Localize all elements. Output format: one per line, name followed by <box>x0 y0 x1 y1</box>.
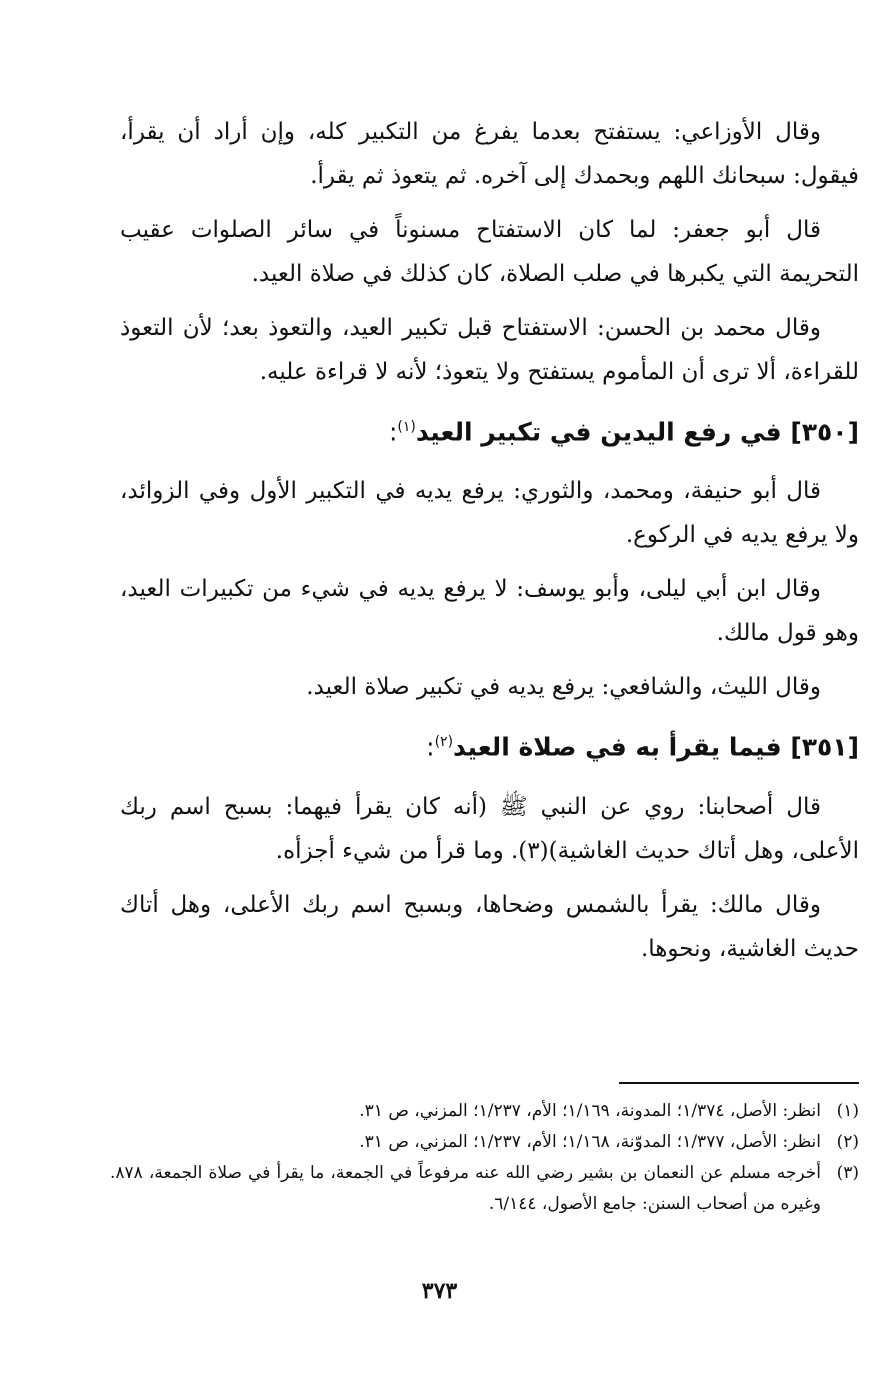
paragraph-abu-hanifa: قال أبو حنيفة، ومحمد، والثوري: يرفع يديه في التكبير الأول وفي الزوائد، ولا يرفع يديه في الركوع. <box>120 478 859 549</box>
footnote-number: (١) <box>836 1101 859 1121</box>
section-heading-350 <box>120 404 859 455</box>
section-title: في رفع اليدين في تكبير العيد <box>415 417 782 447</box>
paragraph-abu-jafar: قال أبو جعفر: لما كان الاستفتاح مسنوناً في سائر الصلوات عقيب التحريمة التي يكبرها في صلب الصلاة، كان كذلك في صلاة العيد. <box>120 217 859 287</box>
footnote-item <box>110 1158 859 1220</box>
paragraph-layth-shafii: وقال الليث، والشافعي: يرفع يديه في تكبير صلاة العيد. <box>306 674 821 701</box>
footnote-reference[interactable]: (١) <box>397 419 416 435</box>
paragraph-ashabuna: قال أصحابنا: روي عن النبي ﷺ (أنه كان يقرأ فيهما: بسبح اسم ربك الأعلى، وهل أتاك حديث الغاشية)(٣). وما قرأ من شيء أجزأه. <box>120 793 859 864</box>
paragraph-ibn-abi-layla: وقال ابن أبي ليلى، وأبو يوسف: لا يرفع يديه في شيء من تكبيرات العيد، وهو قول مالك. <box>120 576 859 647</box>
footnote-text: أخرجه مسلم عن النعمان بن بشير رضي الله عنه مرفوعاً في الجمعة، ما يقرأ في صلاة الجمعة، ٨٧٨. وغيره من أصحاب السنن: جامع الأصول، ٦/١٤٤. <box>110 1163 821 1214</box>
paragraph-malik: وقال مالك: يقرأ بالشمس وضحاها، وبسبح اسم ربك الأعلى، وهل أتاك حديث الغاشية، ونحوها. <box>120 891 859 962</box>
page-number: ٣٧٣ <box>421 1278 458 1304</box>
section-heading-351 <box>120 719 859 770</box>
paragraph-muhammad-ibn-hasan: وقال محمد بن الحسن: الاستفتاح قبل تكبير العيد، والتعوذ بعد؛ لأن التعوذ للقراءة، ألا ترى أن المأموم يستفتح ولا يتعوذ؛ لأنه لا قراءة عليه. <box>120 315 859 385</box>
footnote-divider <box>619 1082 859 1084</box>
footnote-item <box>110 1096 859 1127</box>
footnote-reference[interactable]: (٢) <box>434 734 454 751</box>
section-number: [٣٥١] <box>790 732 859 762</box>
heading-colon: : <box>388 417 398 447</box>
section-title: فيما يقرأ به في صلاة العيد <box>453 732 782 762</box>
paragraph-awzai: وقال الأوزاعي: يستفتح بعدما يفرغ من التكبير كله، وإن أراد أن يقرأ، فيقول: سبحانك اللهم وبحمدك إلى آخره. ثم يتعوذ ثم يقرأ. <box>120 119 859 189</box>
footnote-text: انظر: الأصل، ١/٣٧٧؛ المدوّنة، ١/١٦٨؛ الأم، ١/٢٣٧؛ المزني، ص ٣١. <box>359 1132 821 1152</box>
footnote-number: (٣) <box>836 1163 859 1183</box>
footnote-number: (٢) <box>836 1132 859 1152</box>
footnote-item <box>110 1127 859 1158</box>
footnote-text: انظر: الأصل، ١/٣٧٤؛ المدونة، ١/١٦٩؛ الأم، ١/٢٣٧؛ المزني، ص ٣١. <box>359 1101 821 1121</box>
section-number: [٣٥٠] <box>790 417 859 447</box>
footnotes <box>110 1082 859 1220</box>
heading-colon: : <box>426 732 435 762</box>
